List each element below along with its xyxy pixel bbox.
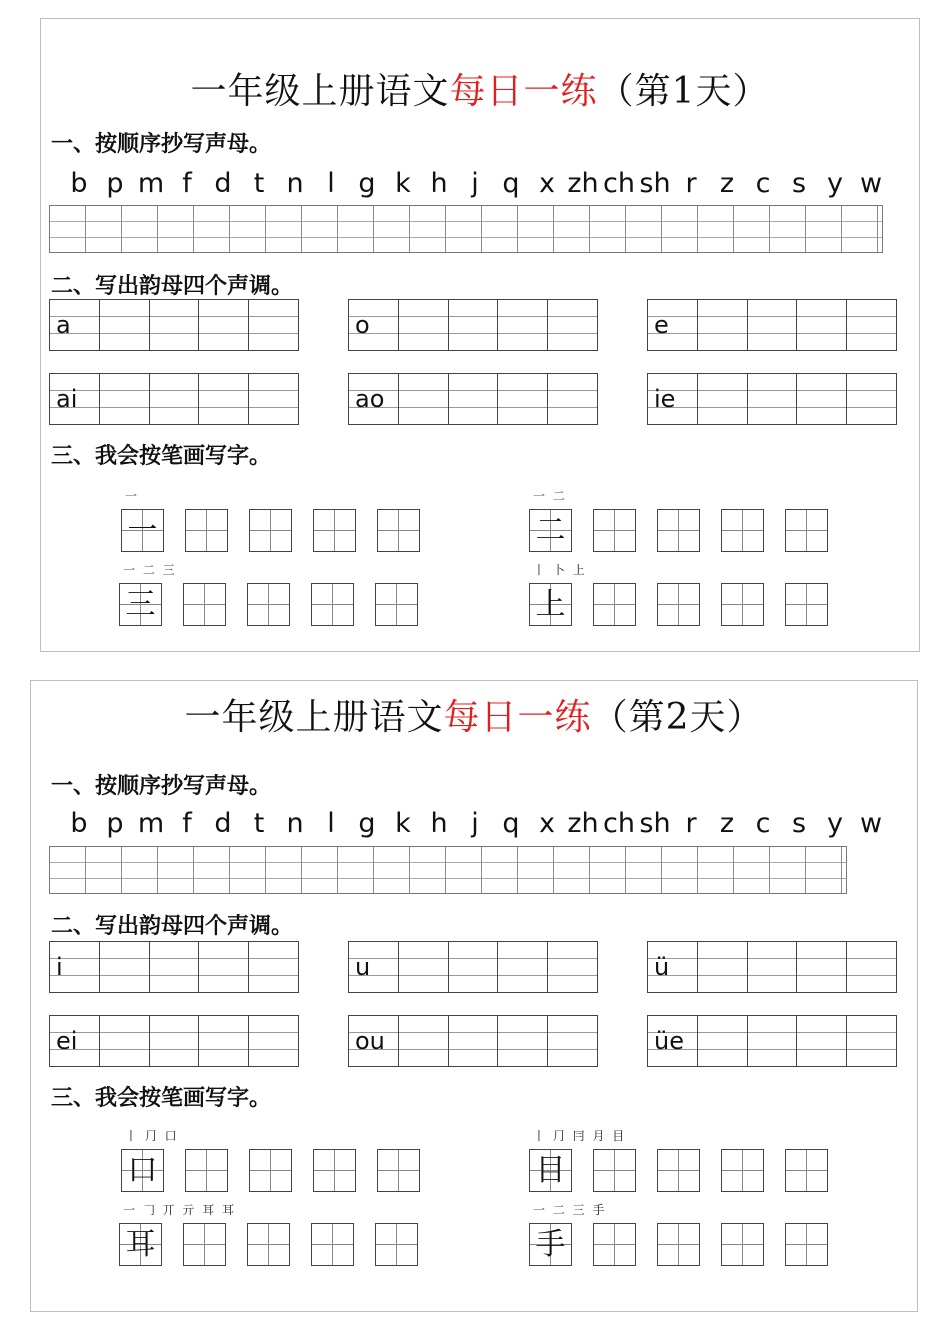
- tian-grid[interactable]: [185, 1149, 228, 1192]
- final-label: üe: [654, 1027, 684, 1055]
- title-highlight: 每日一练: [449, 71, 598, 112]
- initial-letter: n: [286, 808, 304, 839]
- tone-cell[interactable]: [847, 300, 896, 350]
- tone-row[interactable]: [49, 941, 299, 993]
- final-label: ao: [355, 385, 385, 413]
- final-label: ai: [56, 385, 78, 413]
- tone-cell[interactable]: [548, 1016, 597, 1066]
- initial-letter: s: [791, 808, 807, 839]
- tone-cell[interactable]: [50, 1016, 100, 1066]
- tone-cell[interactable]: [748, 1016, 798, 1066]
- initial-letter: k: [395, 808, 411, 839]
- tone-row[interactable]: [49, 1015, 299, 1067]
- tian-grid-model: [529, 509, 572, 552]
- title-suffix: （第1天）: [597, 71, 770, 112]
- section-heading-3: 三、我会按笔画写字。: [51, 444, 272, 469]
- tone-row[interactable]: [348, 373, 598, 425]
- tone-row[interactable]: [647, 941, 897, 993]
- initial-letter: n: [286, 168, 304, 199]
- tone-cell[interactable]: [100, 300, 150, 350]
- tone-row[interactable]: [348, 299, 598, 351]
- final-label: e: [654, 311, 669, 339]
- final-label: ie: [654, 385, 676, 413]
- tone-cell[interactable]: [498, 1016, 548, 1066]
- tone-cell[interactable]: [498, 942, 548, 992]
- tone-cell[interactable]: [249, 942, 298, 992]
- tone-cell[interactable]: [349, 374, 399, 424]
- initial-letter: zh: [567, 168, 599, 199]
- initial-letter: l: [327, 168, 335, 199]
- tone-cell[interactable]: [748, 300, 798, 350]
- tian-grid[interactable]: [721, 509, 764, 552]
- worksheet-day-1: [40, 18, 920, 652]
- title-prefix: 一年级上册语文: [184, 697, 444, 738]
- tone-cell[interactable]: [648, 942, 698, 992]
- tone-cell[interactable]: [847, 374, 896, 424]
- tone-cell[interactable]: [199, 374, 249, 424]
- tone-cell[interactable]: [797, 942, 847, 992]
- initial-letter: y: [827, 808, 843, 839]
- tone-cell[interactable]: [349, 300, 399, 350]
- tone-row[interactable]: [348, 1015, 598, 1067]
- final-label: o: [355, 311, 370, 339]
- initial-letter: z: [719, 808, 735, 839]
- final-label: ü: [654, 953, 670, 981]
- tian-grid-model: [529, 583, 572, 626]
- initial-letter: j: [471, 168, 479, 199]
- initial-letter: t: [253, 808, 265, 839]
- initial-letter: q: [502, 168, 520, 199]
- initial-letter: j: [471, 808, 479, 839]
- stroke-order: 一 𠃌 丌 亓 耳 耳: [123, 1203, 237, 1217]
- tone-cell[interactable]: [449, 300, 499, 350]
- title-highlight: 每日一练: [443, 697, 592, 738]
- initial-letter: ch: [603, 168, 635, 199]
- tone-cell[interactable]: [150, 374, 200, 424]
- tone-cell[interactable]: [648, 300, 698, 350]
- initials-copy-grid[interactable]: [49, 846, 847, 894]
- tone-cell[interactable]: [50, 942, 100, 992]
- tone-row[interactable]: [49, 299, 299, 351]
- tian-grid[interactable]: [313, 509, 356, 552]
- initial-letter: sh: [639, 168, 671, 199]
- initial-letter: x: [539, 168, 555, 199]
- tone-cell[interactable]: [797, 1016, 847, 1066]
- tone-cell[interactable]: [50, 374, 100, 424]
- initial-letter: zh: [567, 808, 599, 839]
- initial-letter: f: [182, 168, 192, 199]
- section-heading-1: 一、按顺序抄写声母。: [51, 132, 272, 157]
- initials-row: [61, 169, 881, 199]
- initial-letter: t: [253, 168, 265, 199]
- model-char: 目: [535, 1153, 566, 1188]
- tone-cell[interactable]: [449, 942, 499, 992]
- tone-cell[interactable]: [150, 300, 200, 350]
- initial-letter: m: [137, 808, 165, 839]
- tone-cell[interactable]: [249, 300, 298, 350]
- initial-letter: b: [70, 168, 88, 199]
- initial-letter: w: [859, 168, 883, 199]
- tone-row[interactable]: [647, 1015, 897, 1067]
- initial-letter: g: [358, 808, 376, 839]
- tian-grid-model: [529, 1223, 572, 1266]
- model-char: 口: [127, 1153, 158, 1188]
- tone-cell[interactable]: [249, 1016, 298, 1066]
- tone-cell[interactable]: [449, 374, 499, 424]
- tian-grid[interactable]: [375, 1223, 418, 1266]
- initial-letter: p: [106, 168, 124, 199]
- tian-grid-model: [119, 583, 162, 626]
- initial-letter: f: [182, 808, 192, 839]
- tone-cell[interactable]: [449, 1016, 499, 1066]
- tone-cell[interactable]: [498, 374, 548, 424]
- initial-letter: m: [137, 168, 165, 199]
- page-title: [41, 63, 919, 114]
- tian-grid[interactable]: [183, 1223, 226, 1266]
- model-char: 手: [535, 1227, 566, 1262]
- tone-cell[interactable]: [399, 942, 449, 992]
- stroke-order: 丨 卜 上: [533, 563, 587, 577]
- worksheet-day-2: [30, 680, 918, 1312]
- initial-letter: b: [70, 808, 88, 839]
- tone-cell[interactable]: [748, 942, 798, 992]
- tone-cell[interactable]: [150, 942, 200, 992]
- tone-cell[interactable]: [648, 374, 698, 424]
- section-heading-2: 二、写出韵母四个声调。: [51, 914, 294, 939]
- tian-grid[interactable]: [785, 583, 828, 626]
- initial-letter: d: [214, 168, 232, 199]
- tian-grid[interactable]: [313, 1149, 356, 1192]
- stroke-order: 丨 ⺆ 冃 月 目: [533, 1129, 627, 1143]
- initial-letter: z: [719, 168, 735, 199]
- title-suffix: （第2天）: [591, 697, 764, 738]
- final-label: i: [56, 953, 63, 981]
- tian-grid[interactable]: [657, 583, 700, 626]
- initial-letter: y: [827, 168, 843, 199]
- initial-letter: d: [214, 808, 232, 839]
- tone-cell[interactable]: [797, 374, 847, 424]
- tone-cell[interactable]: [548, 942, 597, 992]
- tone-cell[interactable]: [847, 942, 896, 992]
- initial-letter: x: [539, 808, 555, 839]
- title-prefix: 一年级上册语文: [190, 71, 450, 112]
- tian-grid[interactable]: [375, 583, 418, 626]
- tone-cell[interactable]: [748, 374, 798, 424]
- tone-row[interactable]: [647, 373, 897, 425]
- initials-row: [61, 809, 881, 839]
- initial-letter: ch: [603, 808, 635, 839]
- tian-grid[interactable]: [657, 509, 700, 552]
- tian-grid[interactable]: [721, 1223, 764, 1266]
- tone-cell[interactable]: [349, 1016, 399, 1066]
- tone-cell[interactable]: [150, 1016, 200, 1066]
- model-char: 三: [125, 587, 156, 622]
- final-label: ei: [56, 1027, 78, 1055]
- tone-cell[interactable]: [199, 1016, 249, 1066]
- initial-letter: k: [395, 168, 411, 199]
- tian-grid[interactable]: [247, 1223, 290, 1266]
- initial-letter: sh: [639, 808, 671, 839]
- tian-grid[interactable]: [721, 583, 764, 626]
- tian-grid-model: [529, 1149, 572, 1192]
- tian-grid[interactable]: [377, 1149, 420, 1192]
- tone-cell[interactable]: [249, 374, 298, 424]
- initial-letter: c: [755, 168, 771, 199]
- tone-row[interactable]: [49, 373, 299, 425]
- tian-grid-model: [119, 1223, 162, 1266]
- stroke-order: 丨 ⺆ 口: [125, 1129, 179, 1143]
- tian-grid[interactable]: [185, 509, 228, 552]
- final-label: ou: [355, 1027, 385, 1055]
- tone-cell[interactable]: [399, 300, 449, 350]
- initial-letter: r: [685, 808, 697, 839]
- model-char: 二: [535, 513, 566, 548]
- tone-cell[interactable]: [698, 942, 748, 992]
- tone-cell[interactable]: [797, 300, 847, 350]
- model-char: 上: [535, 587, 566, 622]
- tian-grid[interactable]: [593, 583, 636, 626]
- tone-cell[interactable]: [199, 942, 249, 992]
- tian-grid[interactable]: [593, 509, 636, 552]
- initial-letter: l: [327, 808, 335, 839]
- tone-cell[interactable]: [100, 942, 150, 992]
- initial-letter: h: [430, 808, 448, 839]
- tian-grid[interactable]: [311, 1223, 354, 1266]
- initial-letter: r: [685, 168, 697, 199]
- initial-letter: c: [755, 808, 771, 839]
- tone-cell[interactable]: [498, 300, 548, 350]
- tone-cell[interactable]: [399, 374, 449, 424]
- model-char: 一: [127, 513, 158, 548]
- initial-letter: w: [859, 808, 883, 839]
- initials-copy-grid[interactable]: [49, 205, 883, 253]
- tone-cell[interactable]: [648, 1016, 698, 1066]
- initial-letter: h: [430, 168, 448, 199]
- tian-grid[interactable]: [249, 509, 292, 552]
- tone-cell[interactable]: [100, 1016, 150, 1066]
- tian-grid-model: [121, 1149, 164, 1192]
- tian-grid[interactable]: [721, 1149, 764, 1192]
- tone-row[interactable]: [348, 941, 598, 993]
- tian-grid[interactable]: [785, 509, 828, 552]
- tone-cell[interactable]: [847, 1016, 896, 1066]
- tian-grid[interactable]: [377, 509, 420, 552]
- section-heading-3: 三、我会按笔画写字。: [51, 1086, 272, 1111]
- stroke-order: 一 二 三 手: [533, 1203, 607, 1217]
- tian-grid[interactable]: [657, 1149, 700, 1192]
- tian-grid[interactable]: [593, 1223, 636, 1266]
- tian-grid[interactable]: [311, 583, 354, 626]
- tone-cell[interactable]: [548, 300, 597, 350]
- tian-grid[interactable]: [657, 1223, 700, 1266]
- tian-grid[interactable]: [249, 1149, 292, 1192]
- tian-grid[interactable]: [785, 1223, 828, 1266]
- tian-grid[interactable]: [593, 1149, 636, 1192]
- tian-grid[interactable]: [785, 1149, 828, 1192]
- initial-letter: p: [106, 808, 124, 839]
- final-label: u: [355, 953, 371, 981]
- final-label: a: [56, 311, 71, 339]
- tone-cell[interactable]: [50, 300, 100, 350]
- tone-cell[interactable]: [399, 1016, 449, 1066]
- initial-letter: g: [358, 168, 376, 199]
- tone-cell[interactable]: [698, 300, 748, 350]
- tone-row[interactable]: [647, 299, 897, 351]
- tone-cell[interactable]: [100, 374, 150, 424]
- stroke-order: 一: [125, 489, 140, 503]
- tone-cell[interactable]: [698, 1016, 748, 1066]
- model-char: 耳: [125, 1227, 156, 1262]
- initial-letter: s: [791, 168, 807, 199]
- stroke-order: 一 二: [533, 489, 567, 503]
- stroke-order: 一 二 三: [123, 563, 177, 577]
- tian-grid[interactable]: [183, 583, 226, 626]
- tone-cell[interactable]: [199, 300, 249, 350]
- section-heading-1: 一、按顺序抄写声母。: [51, 774, 272, 799]
- page-title: [31, 689, 917, 740]
- tone-cell[interactable]: [698, 374, 748, 424]
- tian-grid-model: [121, 509, 164, 552]
- section-heading-2: 二、写出韵母四个声调。: [51, 274, 294, 299]
- initial-letter: q: [502, 808, 520, 839]
- tone-cell[interactable]: [349, 942, 399, 992]
- tone-cell[interactable]: [548, 374, 597, 424]
- tian-grid[interactable]: [247, 583, 290, 626]
